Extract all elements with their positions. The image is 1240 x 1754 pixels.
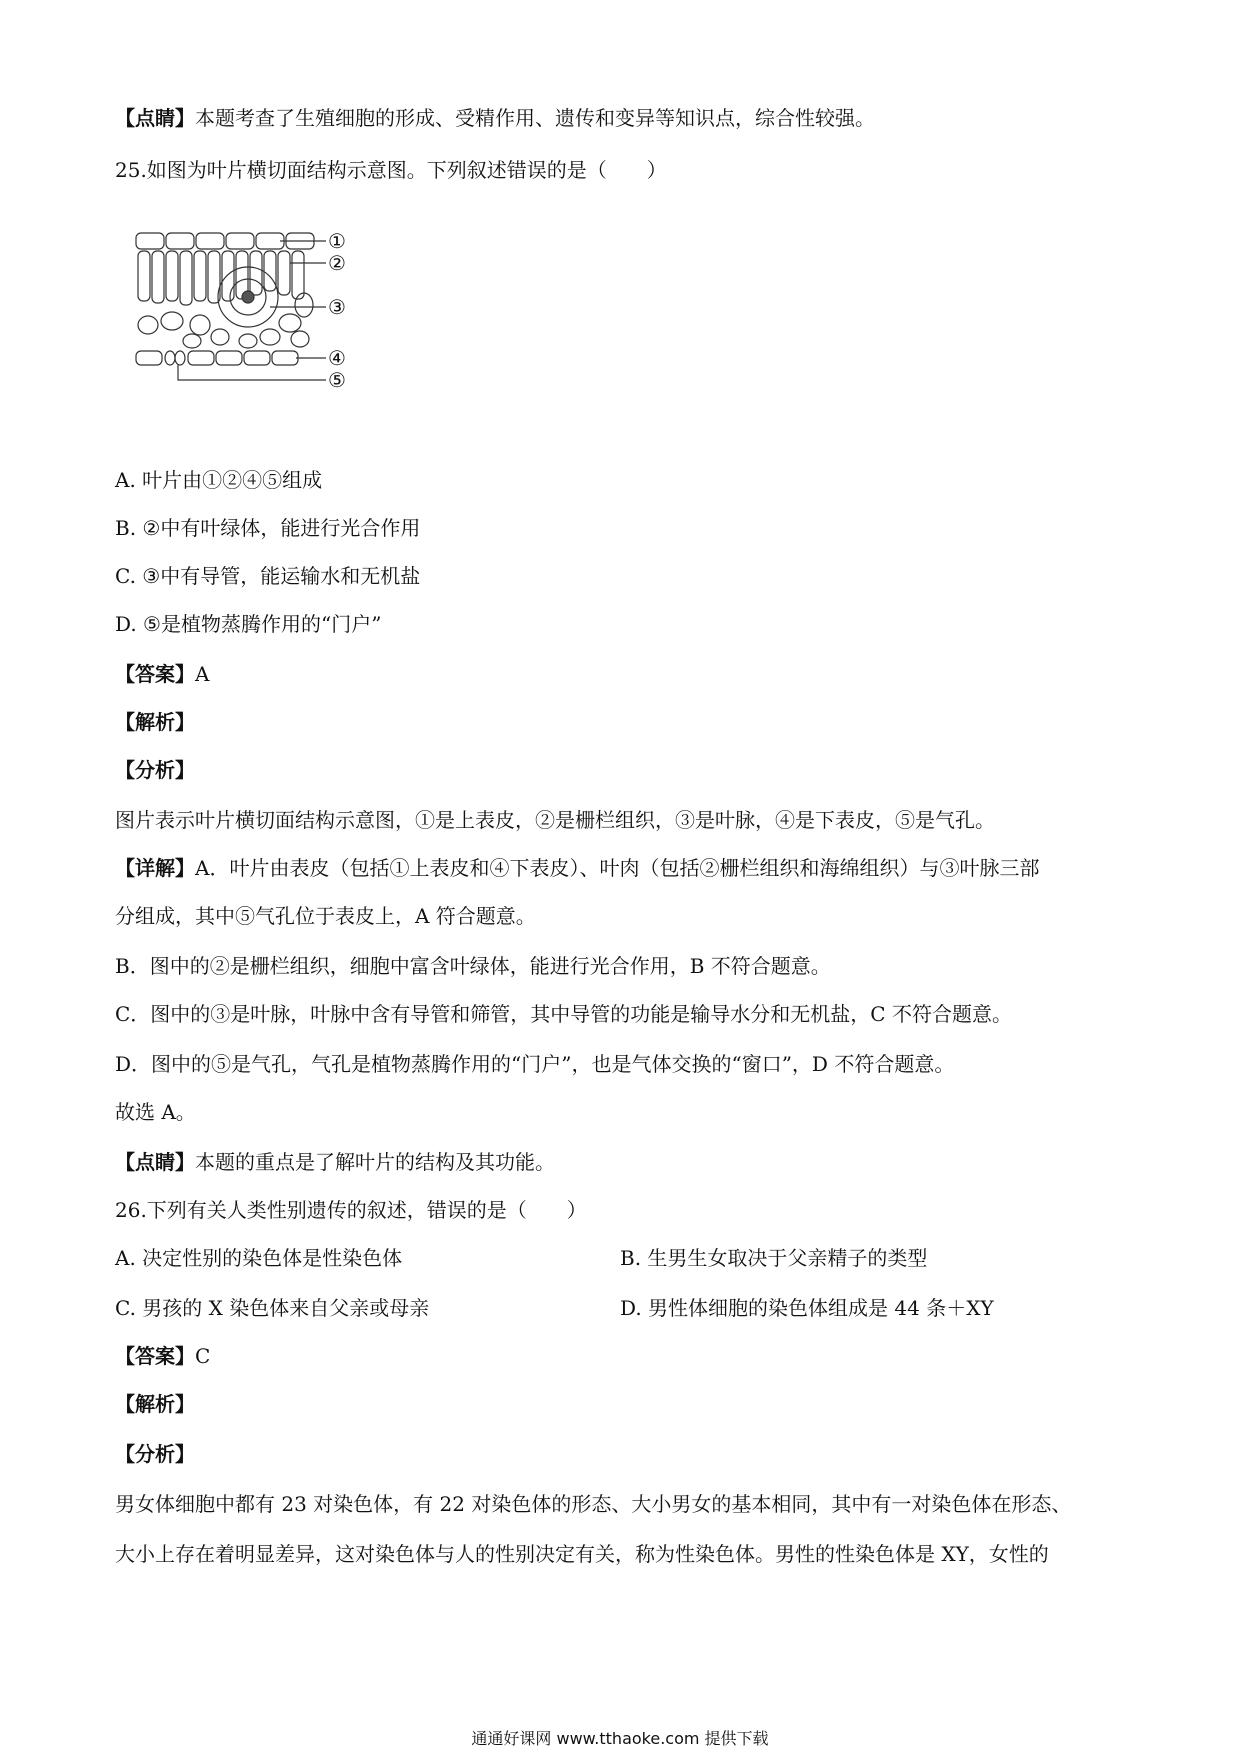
q25-detail-3: B．图中的②是栅栏组织，细胞中富含叶绿体，能进行光合作用，B 不符合题意。 bbox=[115, 954, 831, 978]
marker-3: ③ bbox=[328, 295, 346, 319]
q25-option-c: C. ③中有导管，能运输水和无机盐 bbox=[115, 564, 421, 588]
marker-2: ② bbox=[328, 251, 346, 275]
q26-fenxi: 【分析】 bbox=[115, 1442, 195, 1466]
q25-detail-4: C．图中的③是叶脉，叶脉中含有导管和筛管，其中导管的功能是输导水分和无机盐，C 不符合题意。 bbox=[115, 1002, 1012, 1026]
q25-option-d: D. ⑤是植物蒸腾作用的“门户” bbox=[115, 612, 382, 636]
detail-label: 【详解】 bbox=[115, 856, 195, 880]
lower-epidermis-shape bbox=[136, 351, 298, 365]
answer-value: A bbox=[195, 662, 210, 686]
dianjing-label: 【点睛】 bbox=[115, 106, 195, 130]
q26-option-d: D. 男性体细胞的染色体组成是 44 条＋XY bbox=[620, 1296, 994, 1320]
q25-answer bbox=[115, 660, 209, 688]
marker-1: ① bbox=[328, 229, 346, 253]
q26-answer bbox=[115, 1342, 210, 1370]
q25-jiexi: 【解析】 bbox=[115, 710, 195, 734]
q26-analysis-1: 男女体细胞中都有 23 对染色体，有 22 对染色体的形态、大小男女的基本相同，其中有一对染色体在形态、 bbox=[115, 1492, 1072, 1516]
q26-analysis-2: 大小上存在着明显差异，这对染色体与人的性别决定有关，称为性染色体。男性的性染色体是 XY，女性的 bbox=[115, 1542, 1049, 1566]
answer-label: 【答案】 bbox=[115, 662, 195, 686]
q25-detail-5: D．图中的⑤是气孔，气孔是植物蒸腾作用的“门户”，也是气体交换的“窗口”，D 不符合题意。 bbox=[115, 1052, 955, 1076]
q26-stem: 26.下列有关人类性别遗传的叙述，错误的是（ ） bbox=[115, 1198, 587, 1222]
detail-text: A．叶片由表皮（包括①上表皮和④下表皮）、叶肉（包括②栅栏组织和海绵组织）与③叶脉三部 bbox=[195, 856, 1040, 880]
palisade-tissue-shape bbox=[138, 251, 304, 305]
answer-value-2: C bbox=[195, 1344, 211, 1368]
q26-option-b: B. 生男生女取决于父亲精子的类型 bbox=[620, 1246, 928, 1270]
marker-4: ④ bbox=[328, 346, 346, 370]
dianjing-label-2: 【点睛】 bbox=[115, 1150, 195, 1174]
marker-5: ⑤ bbox=[328, 368, 346, 392]
q25-analysis: 图片表示叶片横切面结构示意图，①是上表皮，②是栅栏组织，③是叶脉，④是下表皮，⑤是气孔。 bbox=[115, 808, 995, 832]
q25-option-a: A. 叶片由①②④⑤组成 bbox=[115, 468, 323, 492]
answer-label-2: 【答案】 bbox=[115, 1344, 195, 1368]
q25-dianjing bbox=[115, 1148, 555, 1176]
q26-option-c: C. 男孩的 X 染色体来自父亲或母亲 bbox=[115, 1296, 430, 1320]
page-footer: 通通好课网 www.tthaoke.com 提供下载 bbox=[471, 1729, 769, 1748]
q25-option-b: B. ②中有叶绿体，能进行光合作用 bbox=[115, 516, 421, 540]
dianjing-24 bbox=[115, 104, 875, 132]
dianjing-text: 本题考查了生殖细胞的形成、受精作用、遗传和变异等知识点，综合性较强。 bbox=[195, 106, 875, 130]
leaf-cross-section-figure bbox=[130, 225, 400, 435]
q26-jiexi: 【解析】 bbox=[115, 1392, 195, 1416]
q25-detail-1 bbox=[115, 854, 1039, 882]
q25-fenxi: 【分析】 bbox=[115, 758, 195, 782]
q25-stem: 25.如图为叶片横切面结构示意图。下列叙述错误的是（ ） bbox=[115, 158, 667, 182]
stoma-shape bbox=[165, 351, 185, 365]
dianjing-text-2: 本题的重点是了解叶片的结构及其功能。 bbox=[195, 1150, 555, 1174]
q25-detail-2: 分组成，其中⑤气孔位于表皮上，A 符合题意。 bbox=[115, 904, 536, 928]
q26-option-a: A. 决定性别的染色体是性染色体 bbox=[115, 1246, 403, 1270]
q25-detail-6: 故选 A。 bbox=[115, 1100, 196, 1124]
